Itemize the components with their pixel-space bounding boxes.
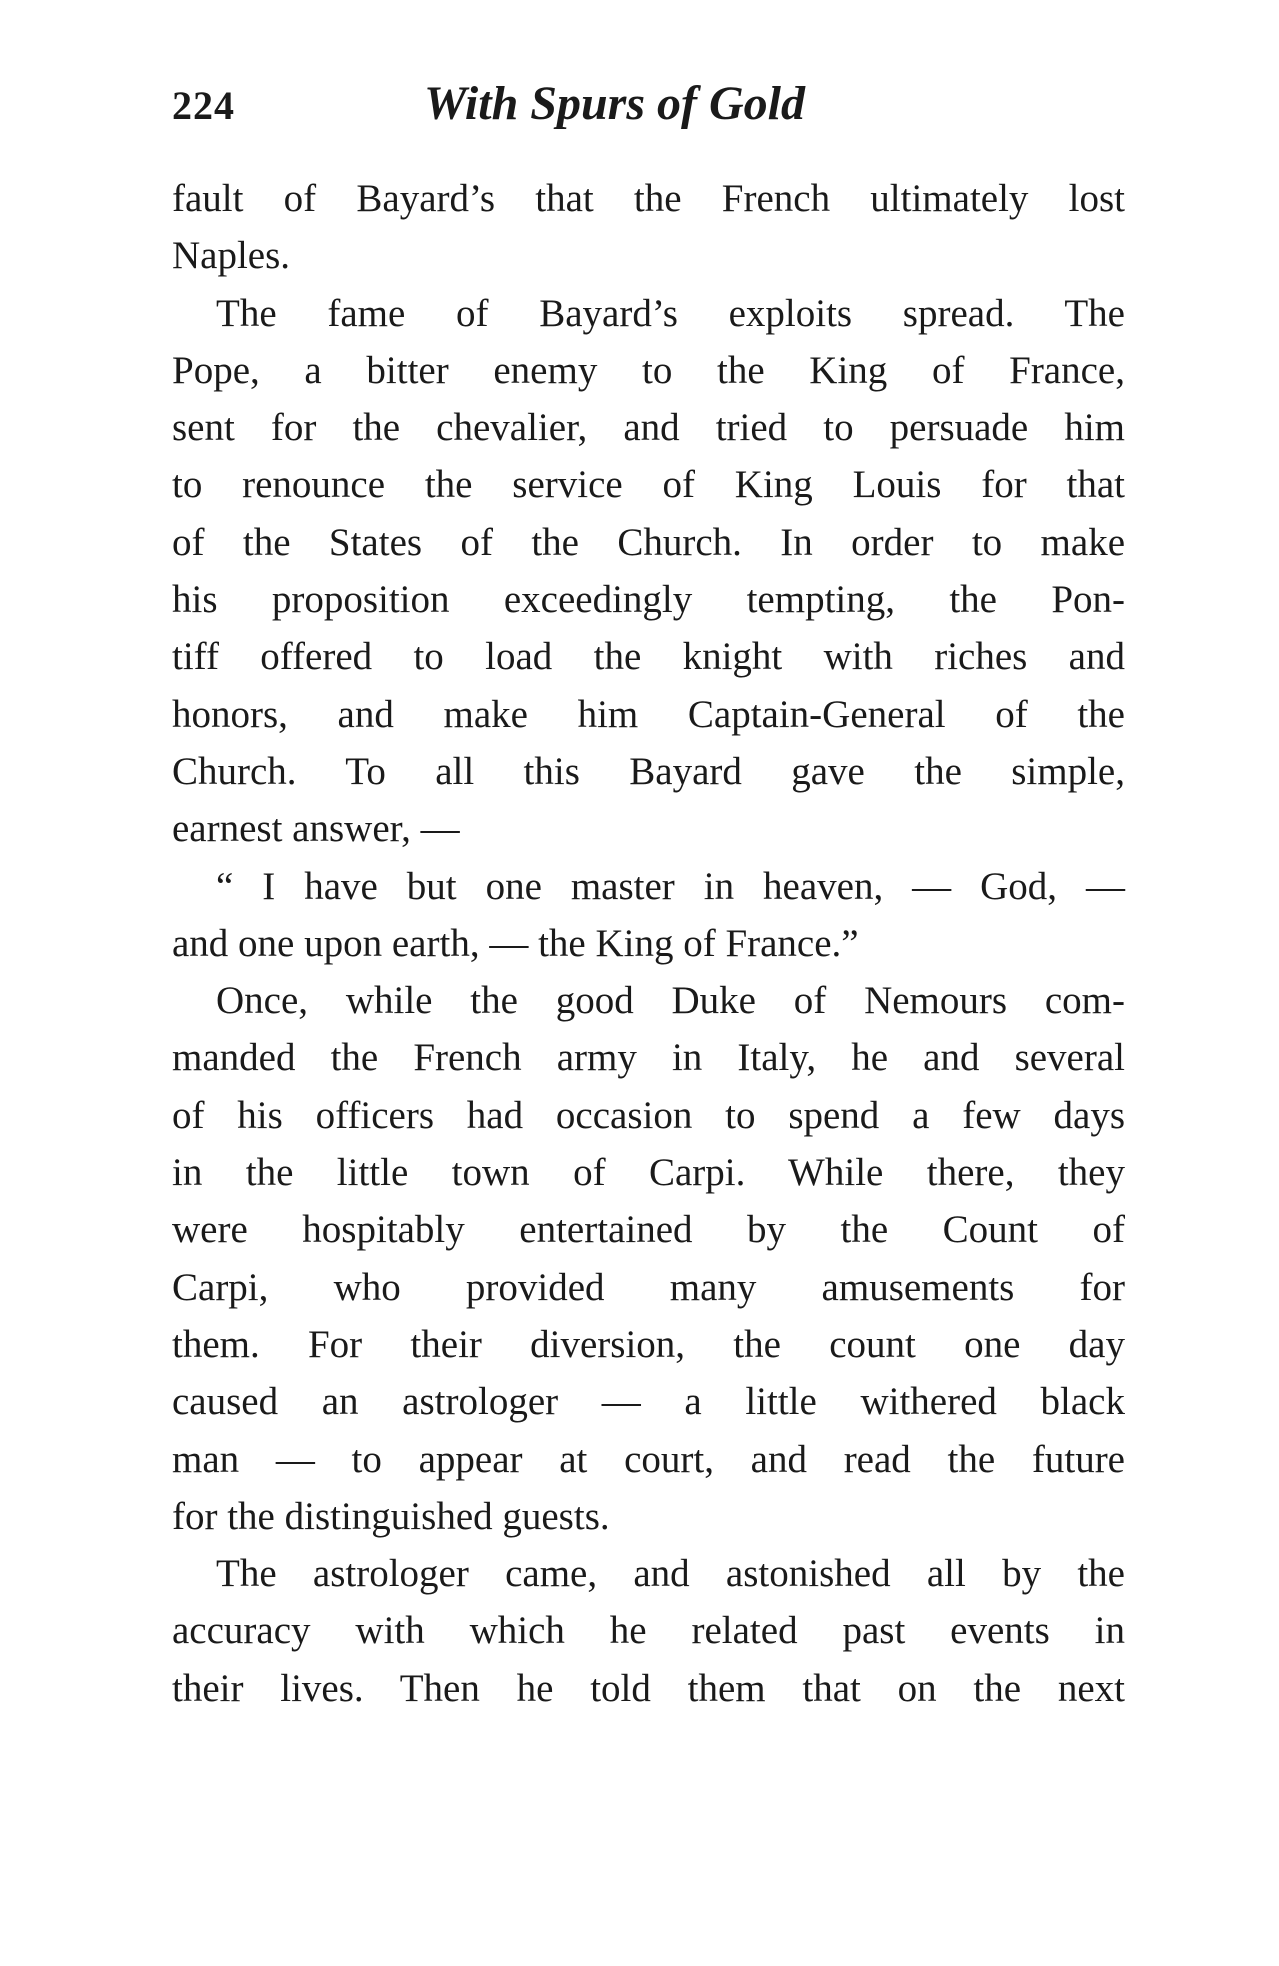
text-line: accuracy with which he related past events in xyxy=(172,1609,1125,1653)
text-line: them. For their diversion, the count one day xyxy=(172,1322,1125,1366)
text-line: Church. To all this Bayard gave the simple, xyxy=(172,749,1125,793)
text-line: caused an astrologer — a little withered black xyxy=(172,1380,1125,1424)
text-line: Once, while the good Duke of Nemours com- xyxy=(216,979,1125,1023)
running-head xyxy=(172,77,1132,142)
text-line: Carpi, who provided many amusements for xyxy=(172,1265,1125,1309)
text-line: and one upon earth, — the King of France.” xyxy=(172,921,859,965)
text-line: for the distinguished guests. xyxy=(172,1494,610,1538)
text-line: of the States of the Church. In order to make xyxy=(172,520,1125,564)
text-line: to renounce the service of King Louis for that xyxy=(172,463,1125,507)
text-line: their lives. Then he told them that on the next xyxy=(172,1666,1125,1710)
text-line: his proposition exceedingly tempting, the Pon- xyxy=(172,578,1125,622)
text-line: “ I have but one master in heaven, — God, — xyxy=(216,864,1125,908)
text-line: in the little town of Carpi. While there, they xyxy=(172,1151,1125,1195)
text-line: were hospitably entertained by the Count of xyxy=(172,1208,1125,1252)
text-line: of his officers had occasion to spend a few days xyxy=(172,1093,1125,1137)
text-line: manded the French army in Italy, he and several xyxy=(172,1036,1125,1080)
text-line: fault of Bayard’s that the French ultimately lost xyxy=(172,177,1125,220)
text-line: tiff offered to load the knight with riches and xyxy=(172,635,1125,679)
page-number: 224 xyxy=(172,83,235,128)
body-text xyxy=(172,170,1125,1717)
text-line: The astrologer came, and astonished all by the xyxy=(216,1552,1125,1596)
text-line: honors, and make him Captain-General of the xyxy=(172,692,1125,736)
text-line: man — to appear at court, and read the future xyxy=(172,1437,1125,1481)
text-line: Naples. xyxy=(172,234,291,278)
running-title: With Spurs of Gold xyxy=(424,77,805,130)
text-line: The fame of Bayard’s exploits spread. The xyxy=(216,291,1125,335)
text-line: Pope, a bitter enemy to the King of France, xyxy=(172,348,1125,392)
text-line: earnest answer, — xyxy=(172,807,460,851)
text-line: sent for the chevalier, and tried to persuade him xyxy=(172,406,1125,450)
